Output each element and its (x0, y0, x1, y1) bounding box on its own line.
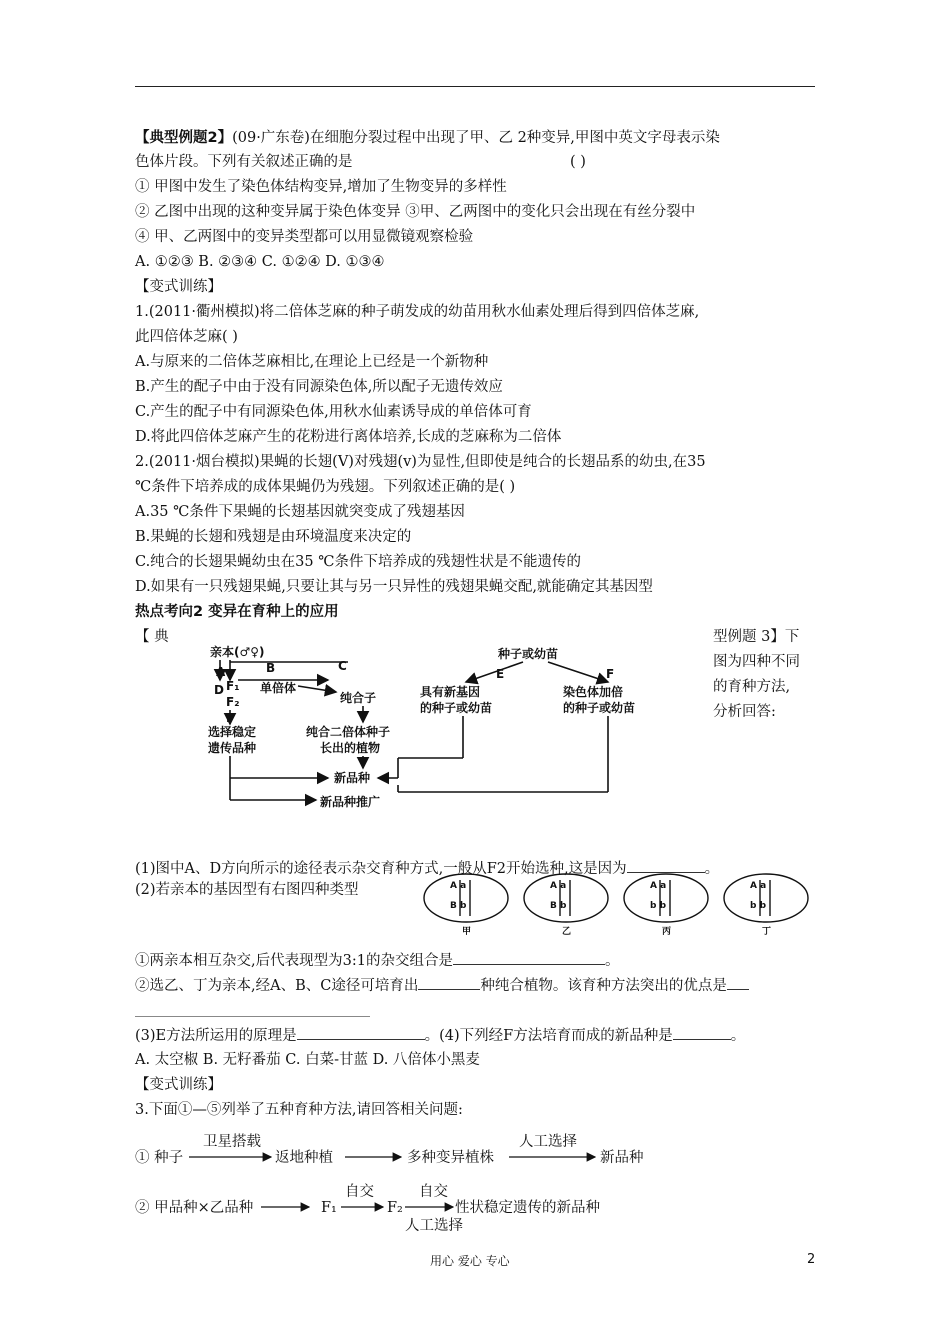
example3-right-2: 图为四种不同 (713, 654, 800, 670)
genotype-yi (524, 874, 608, 937)
example2-heading: 【典型例题2】 (135, 130, 233, 146)
diagram-pure-diploid-1: 纯合二倍体种子 (306, 725, 391, 739)
variant2-heading: 【变式训练】 (135, 1077, 222, 1093)
example2-item-4: ④ 甲、乙两图中的变异类型都可以用显微镜观察检验 (135, 229, 474, 245)
q2-option-b: B.果蝇的长翅和残翅是由环境温度来决定的 (135, 529, 412, 545)
hotspot2-heading: 热点考向2 变异在育种上的应用 (135, 604, 339, 620)
footer-text: 用心 爱心 专心 (430, 1254, 510, 1268)
diagram-new-gene-1: 具有新基因 (420, 685, 481, 699)
diagram-label-c: C (338, 659, 347, 673)
breeding-flow-2 (135, 1180, 815, 1236)
diagram-parent: 亲本(♂♀) (210, 645, 265, 659)
flow1-end: 新品种 (600, 1150, 644, 1166)
flow2-below-2: 人工选择 (405, 1218, 463, 1234)
question-options: A. 太空椒 B. 无籽番茄 C. 白菜-甘蓝 D. 八倍体小黑麦 (135, 1052, 480, 1068)
diagram-new-gene-2: 的种子或幼苗 (420, 701, 493, 715)
q1-option-a: A.与原来的二倍体芝麻相比,在理论上已经是一个新物种 (135, 354, 489, 370)
flow2-end: 性状稳定遗传的新品种 (455, 1200, 600, 1216)
question-2-2-text: ②选乙、丁为亲本,经A、B、C途径可培育出 (135, 978, 419, 994)
breeding-flow-1 (135, 1130, 815, 1170)
diagram-promote: 新品种推广 (320, 795, 381, 809)
genotype-jia-top: A a (450, 881, 467, 891)
question-2-2 (135, 975, 749, 996)
answer-blank-2[interactable] (453, 950, 605, 965)
genotype-ding-bot: b b (750, 901, 767, 911)
example3-right-4: 分析回答: (713, 704, 776, 720)
answer-blank-4[interactable] (727, 975, 749, 990)
q1-line1: 1.(2011·衢州模拟)将二倍体芝麻的种子萌发成的幼苗用秋水仙素处理后得到四倍体芝麻, (135, 304, 700, 320)
breeding-methods-diagram (208, 640, 708, 830)
q1-option-c: C.产生的配子中有同源染色体,用秋水仙素诱导成的单倍体可育 (135, 404, 532, 420)
question-2: (2)若亲本的基因型有右图四种类型 (135, 882, 359, 898)
genotype-jia (424, 874, 508, 937)
diagram-homozygote: 纯合子 (340, 691, 377, 705)
diagram-label-f: F (606, 667, 615, 681)
question-2-1-text: ①两亲本相互杂交,后代表现型为3:1的杂交组合是 (135, 953, 453, 969)
example2-text-2: 色体片段。下列有关叙述正确的是 (135, 154, 353, 170)
diagram-doubled-1: 染色体加倍 (563, 685, 624, 699)
example2-text: (09·广东卷)在细胞分裂过程中出现了甲、乙 2种变异,甲图中英文字母表示染 (232, 130, 720, 146)
diagram-seed: 种子或幼苗 (498, 647, 559, 661)
flow1-above-2: 人工选择 (519, 1134, 577, 1150)
q2-line2: ℃条件下培养成的成体果蝇仍为残翅。下列叙述正确的是( ) (135, 479, 516, 495)
q1-option-b: B.产生的配子中由于没有同源染色体,所以配子无遗传效应 (135, 379, 503, 395)
example2-item-2: ② 乙图中出现的这种变异属于染色体变异 ③甲、乙两图中的变化只会出现在有丝分裂中 (135, 204, 696, 220)
answer-blank-3[interactable] (418, 975, 480, 990)
example2-line2 (135, 152, 353, 172)
diagram-label-f-left: F (226, 711, 235, 725)
flow2-f2: F₂ (387, 1200, 403, 1216)
flow2-start: ② 甲品种×乙品种 (135, 1200, 254, 1216)
flow1-start: ① 种子 (135, 1150, 184, 1166)
diagram-f2: F₂ (226, 695, 240, 709)
diagram-label-e: E (496, 667, 505, 681)
diagram-new-variety: 新品种 (334, 771, 371, 785)
question-3-mid: 。(4)下列经F方法培育而成的新品种是 (424, 1028, 673, 1044)
answer-blank-6[interactable] (673, 1025, 731, 1040)
genotype-jia-name: 甲 (462, 927, 472, 937)
example2-options: A. ①②③ B. ②③④ C. ①②④ D. ①③④ (135, 254, 385, 270)
diagram-pure-diploid-2: 长出的植物 (320, 741, 381, 755)
flow2-f1: F₁ (321, 1200, 337, 1216)
genotype-diagrams (422, 870, 812, 940)
diagram-haploid: 单倍体 (260, 681, 297, 695)
q2-option-d: D.如果有一只残翅果蝇,只要让其与另一只异性的残翅果蝇交配,就能确定其基因型 (135, 579, 653, 595)
header-rule (135, 86, 815, 87)
question-3 (135, 1025, 745, 1046)
genotype-yi-bot: B b (550, 901, 567, 911)
genotype-ding-top: A a (750, 881, 767, 891)
variant1-heading: 【变式训练】 (135, 279, 222, 295)
example3-left: 【 典 (135, 629, 169, 645)
page-number: 2 (807, 1252, 816, 1267)
example3-right-1: 型例题 3】下 (713, 629, 800, 645)
diagram-select-1: 选择稳定 (208, 725, 257, 739)
flow2-above-2: 自交 (419, 1184, 448, 1200)
diagram-select-2: 遗传品种 (208, 741, 257, 755)
genotype-ding-name: 丁 (762, 927, 772, 937)
flow1-mid-1: 返地种植 (275, 1150, 333, 1166)
genotype-yi-top: A a (550, 881, 567, 891)
genotype-yi-name: 乙 (562, 927, 572, 937)
genotype-bing-name: 丙 (662, 927, 672, 937)
diagram-label-d: D (214, 683, 224, 697)
q2-option-c: C.纯合的长翅果蝇幼虫在35 ℃条件下培养成的残翅性状是不能遗传的 (135, 554, 581, 570)
flow2-above-1: 自交 (345, 1184, 374, 1200)
q2-option-a: A.35 ℃条件下果蝇的长翅基因就突变成了残翅基因 (135, 504, 465, 520)
answer-blank-5[interactable] (297, 1025, 425, 1040)
genotype-bing (624, 874, 708, 937)
genotype-bing-top: A a (650, 881, 667, 891)
q1-option-d: D.将此四倍体芝麻产生的花粉进行离体培养,长成的芝麻称为二倍体 (135, 429, 562, 445)
flow1-above-1: 卫星搭载 (203, 1134, 261, 1150)
question-3-text: (3)E方法所运用的原理是 (135, 1028, 297, 1044)
question-2-1-end: 。 (604, 953, 620, 969)
answer-paren: ( ) (570, 154, 586, 170)
diagram-doubled-2: 的种子或幼苗 (563, 701, 636, 715)
diagram-label-a: A (216, 665, 226, 679)
genotype-jia-bot: B b (450, 901, 467, 911)
q1-line2: 此四倍体芝麻( ) (135, 329, 238, 345)
question-2-2-mid: 种纯合植物。该育种方法突出的优点是 (480, 978, 727, 994)
q2-line1: 2.(2011·烟台模拟)果蝇的长翅(V)对残翅(v)为显性,但即使是纯合的长翅品系的幼虫,在35 (135, 454, 706, 470)
example2-item-1: ① 甲图中发生了染色体结构变异,增加了生物变异的多样性 (135, 179, 507, 195)
question-2-1 (135, 950, 619, 971)
genotype-ding (724, 874, 808, 937)
genotype-bing-bot: b b (650, 901, 667, 911)
question-1-end: 。 (704, 861, 720, 877)
question-3-end: 。 (730, 1028, 746, 1044)
diagram-f1: F₁ (226, 679, 240, 693)
diagram-label-b: B (266, 661, 276, 675)
example3-right-3: 的育种方法, (713, 679, 791, 695)
variant2-question-3: 3.下面①—⑤列举了五种育种方法,请回答相关问题: (135, 1102, 463, 1118)
example2-line1 (135, 128, 720, 148)
answer-blank-4-continued[interactable] (135, 1016, 370, 1017)
flow1-mid-2: 多种变异植株 (407, 1150, 494, 1166)
question-1-text: (1)图中A、D方向所示的途径表示杂交育种方式,一般从F2开始选种,这是因为 (135, 861, 627, 877)
